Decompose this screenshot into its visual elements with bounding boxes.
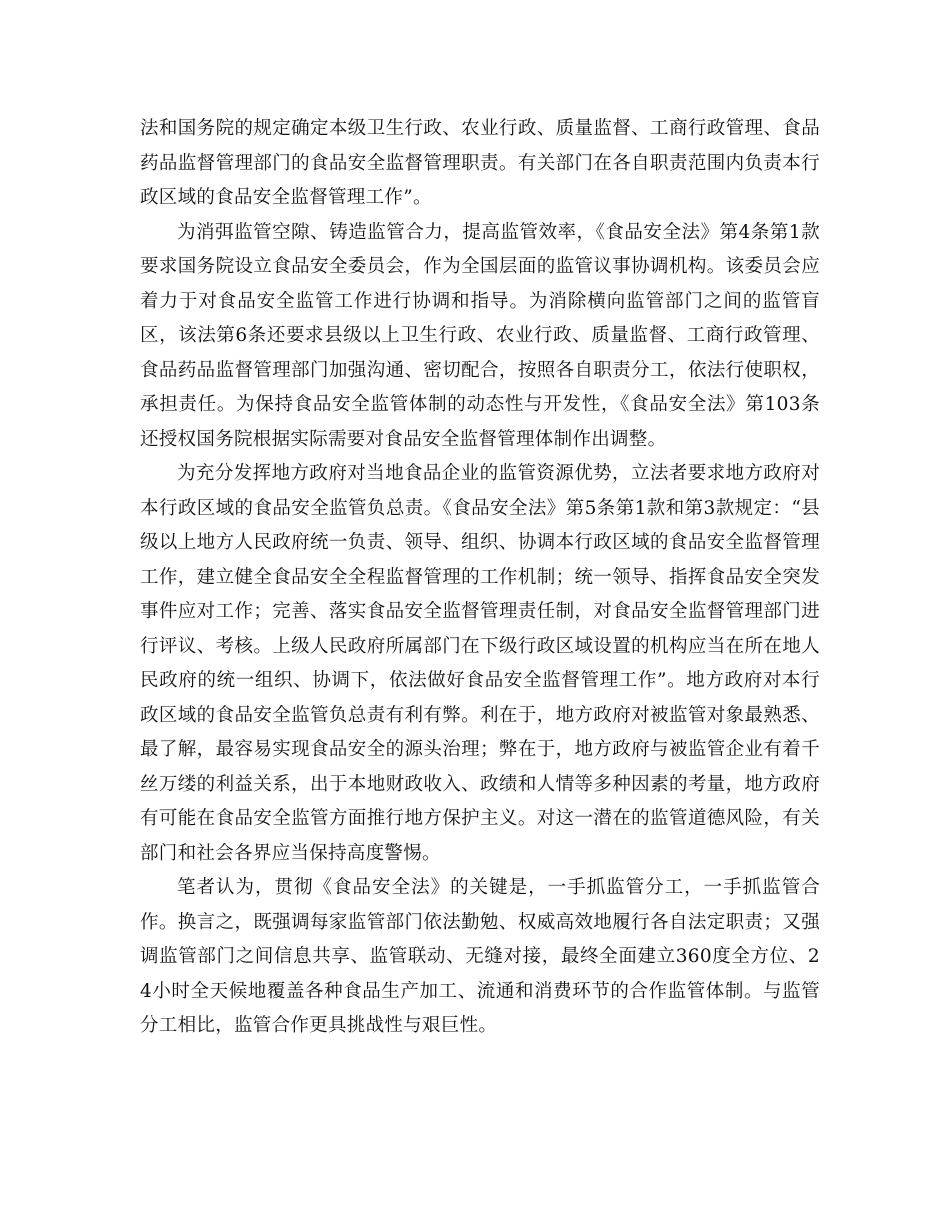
document-body: [140, 112, 820, 1044]
paragraph-3: 为充分发挥地方政府对当地食品企业的监管资源优势，立法者要求地方政府对本行政区域的食品安全监管负总责。《食品安全法》第5条第1款和第3款规定：“县级以上地方人民政府统一负责、领导、组织、协调本行政区域的食品安全监督管理工作，建立健全食品安全全程监督管理的工作机制；统一领导、指挥食品安全突发事件应对工作；完善、落实食品安全监督管理责任制，对食品安全监督管理部门进行评议、考核。上级人民政府所属部门在下级行政区域设置的机构应当在所在地人民政府的统一组织、协调下，依法做好食品安全监督管理工作”。地方政府对本行政区域的食品安全监管负总责有利有弊。利在于，地方政府对被监管对象最熟悉、最了解，最容易实现食品安全的源头治理；弊在于，地方政府与被监管企业有着千丝万缕的利益关系，出于本地财政收入、政绩和人情等多种因素的考量，地方政府有可能在食品安全监管方面推行地方保护主义。对这一潜在的监管道德风险，有关部门和社会各界应当保持高度警惕。: [140, 463, 820, 864]
paragraph-4: 笔者认为，贯彻《食品安全法》的关键是，一手抓监管分工，一手抓监管合作。换言之，既强调每家监管部门依法勤勉、权威高效地履行各自法定职责；又强调监管部门之间信息共享、监管联动、无缝对接，最终全面建立360度全方位、24小时全天候地覆盖各种食品生产加工、流通和消费环节的合作监管体制。与监管分工相比，监管合作更具挑战性与艰巨性。: [140, 877, 820, 1036]
paragraph-2: 为消弭监管空隙、铸造监管合力，提高监管效率，《食品安全法》第4条第1款要求国务院设立食品安全委员会，作为全国层面的监管议事协调机构。该委员会应着力于对食品安全监管工作进行协调和指导。为消除横向监管部门之间的监管盲区，该法第6条还要求县级以上卫生行政、农业行政、质量监督、工商行政管理、食品药品监督管理部门加强沟通、密切配合，按照各自职责分工，依法行使职权，承担责任。为保持食品安全监管体制的动态性与开发性，《食品安全法》第103条还授权国务院根据实际需要对食品安全监督管理体制作出调整。: [140, 221, 820, 450]
paragraph-1: 法和国务院的规定确定本级卫生行政、农业行政、质量监督、工商行政管理、食品药品监督管理部门的食品安全监督管理职责。有关部门在各自职责范围内负责本行政区域的食品安全监督管理工作”。: [140, 118, 820, 208]
